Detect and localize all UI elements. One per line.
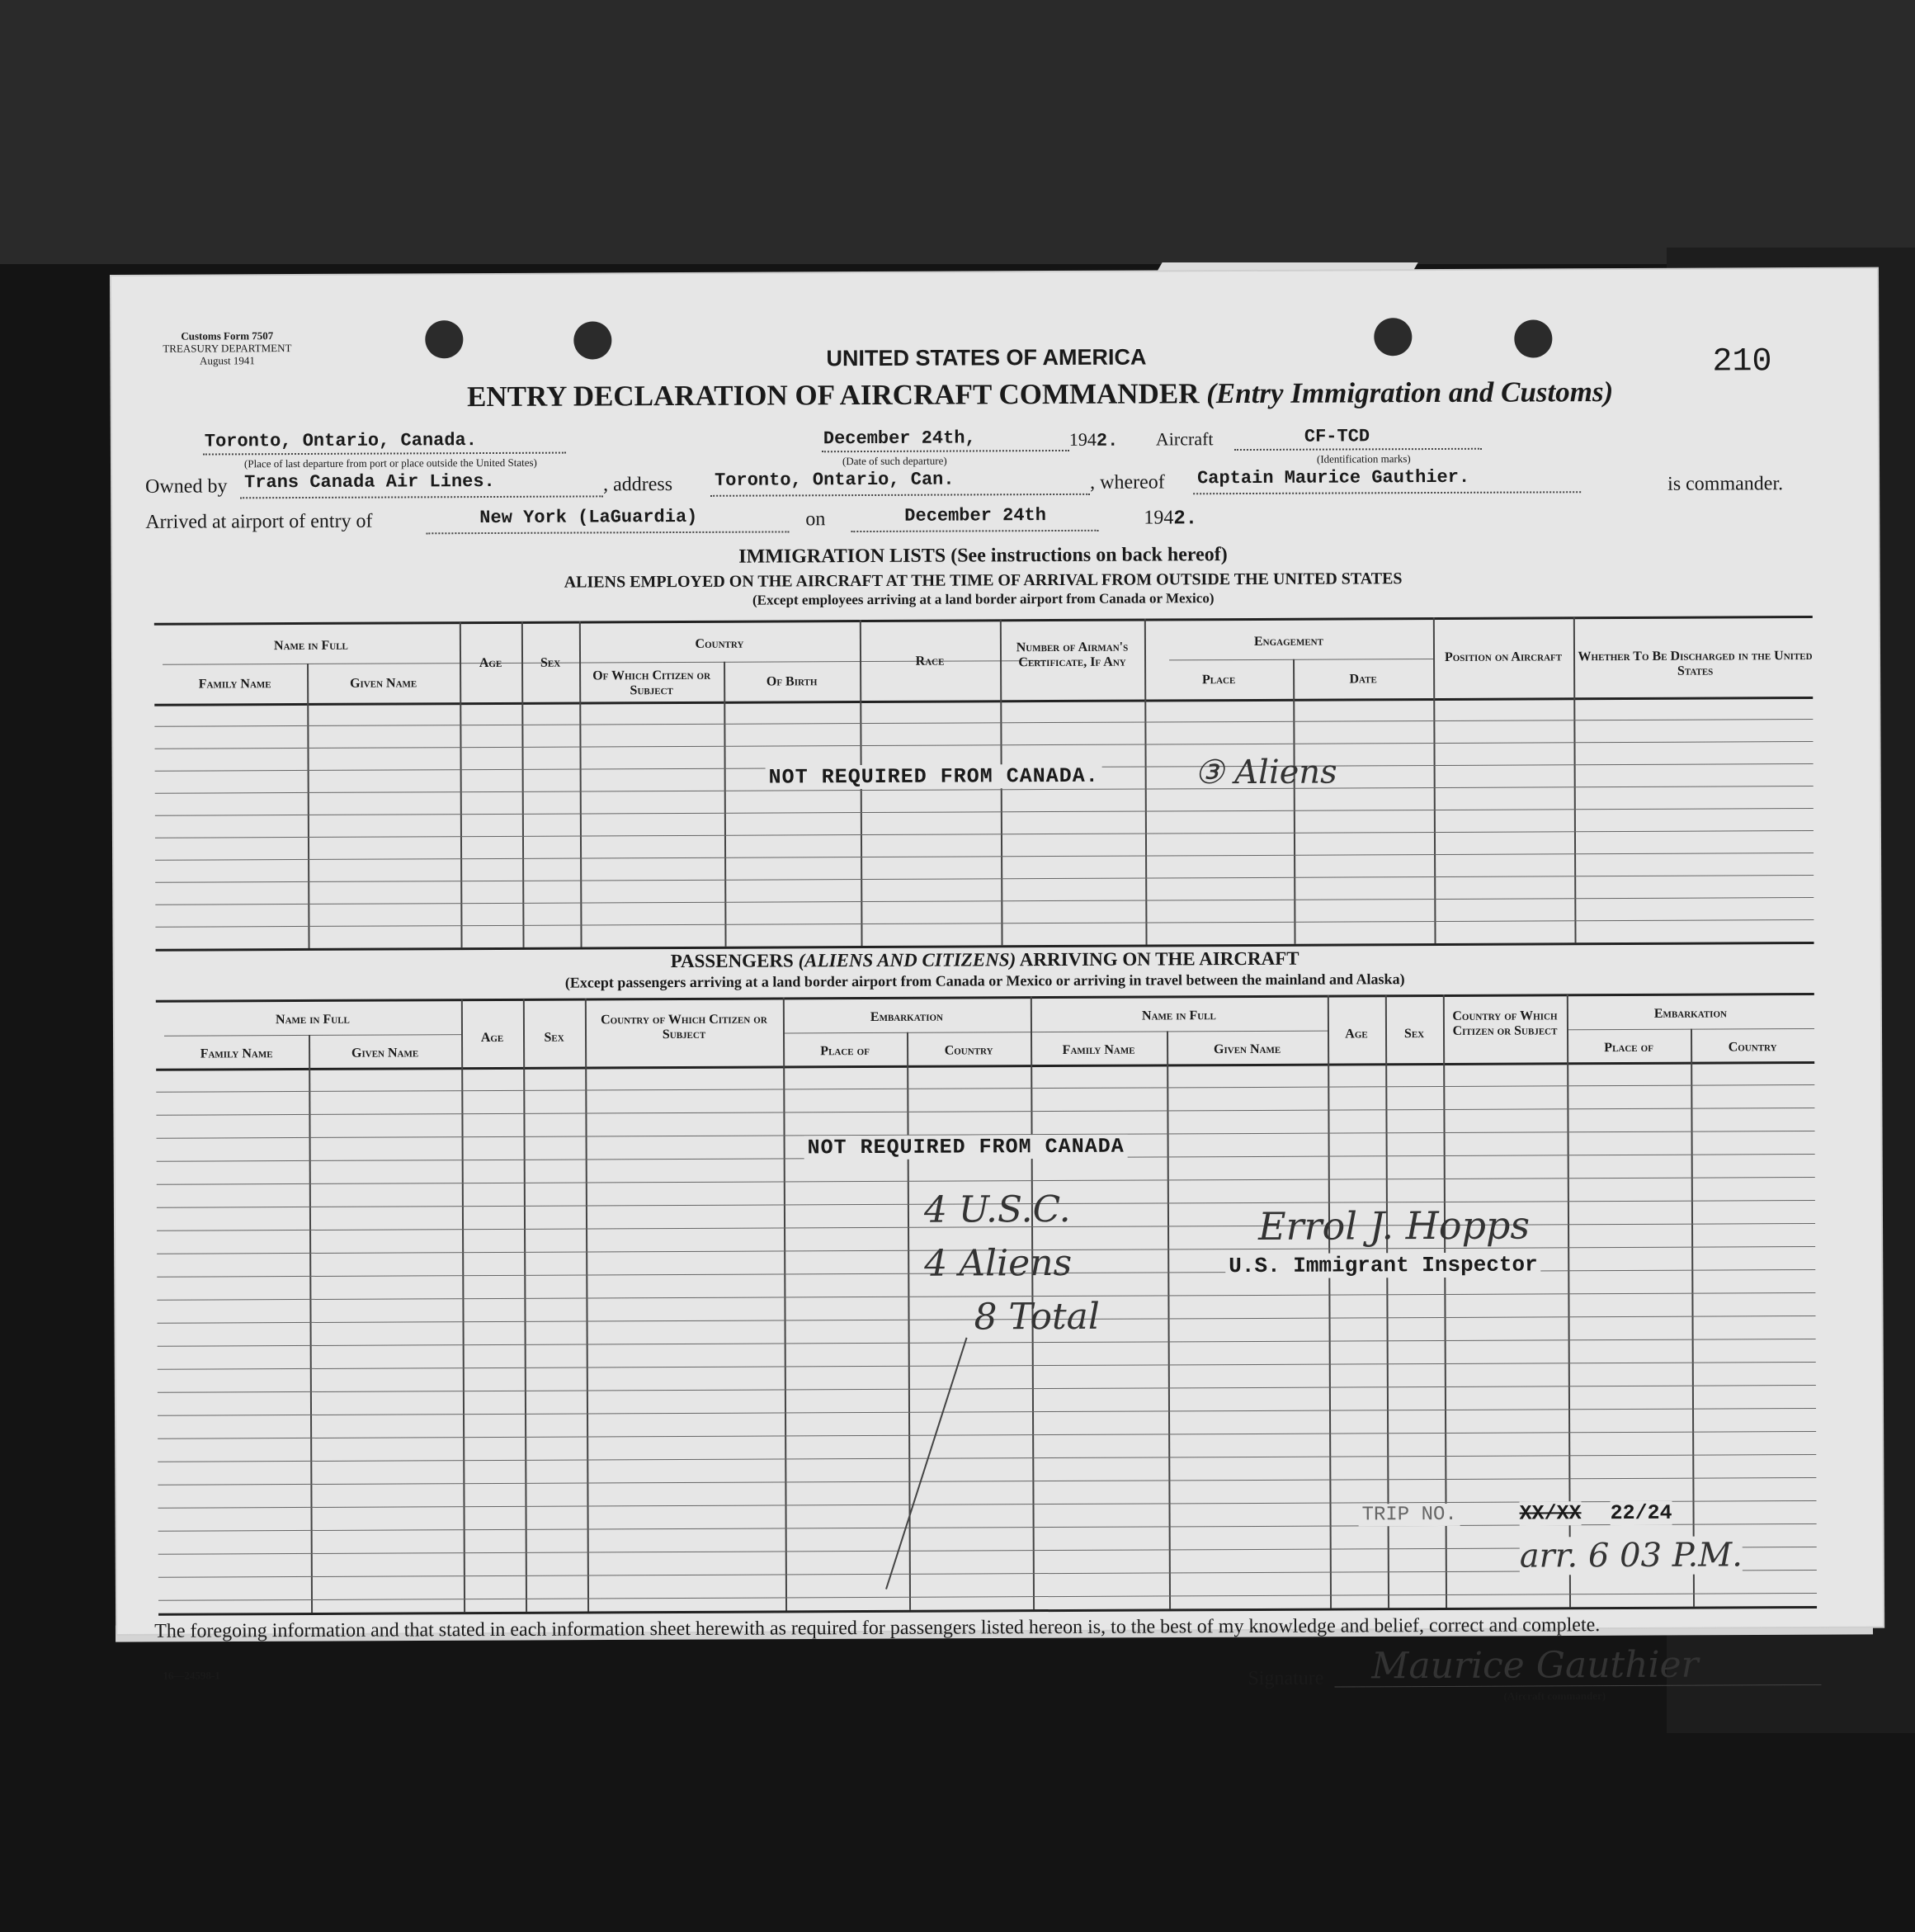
inspector-signature: Errol J. Hopps xyxy=(1257,1202,1531,1249)
signature-caption: (Aircraft commander) xyxy=(1503,1689,1606,1703)
owned-by-label: Owned by xyxy=(145,475,228,498)
pcol-country: Country xyxy=(944,1043,993,1058)
commander-signature: Maurice Gauthier xyxy=(1371,1643,1699,1688)
col-engagement: Engagement xyxy=(1253,634,1323,649)
col-discharged: Whether To Be Discharged in the United States xyxy=(1578,649,1813,678)
punch-hole xyxy=(573,321,611,359)
col-given-name: Given Name xyxy=(350,676,417,691)
col-engagement-place: Place xyxy=(1201,673,1236,687)
owner-name: Trans Canada Air Lines. xyxy=(244,470,495,494)
punch-hole xyxy=(425,320,463,358)
pcol-sex: Sex xyxy=(544,1030,564,1045)
arrival-time: arr. 6 03 P.M. xyxy=(1519,1536,1743,1575)
pcol-place-of: Place of xyxy=(820,1043,870,1059)
col-race: Race xyxy=(915,654,945,668)
certification-statement: The foregoing information and that stated in each information sheet herewith as required for passengers listed hereon is, to the best of my knowledge and belief, correct and complete. xyxy=(154,1614,1601,1642)
col-sex: Sex xyxy=(540,655,561,670)
col-position: Position on Aircraft xyxy=(1444,650,1563,664)
form-number: Customs Form 7507 xyxy=(181,329,274,342)
pcol-age: Age xyxy=(480,1030,504,1046)
form-identifier xyxy=(144,329,309,367)
signature-label: Signature xyxy=(1248,1667,1324,1690)
page-number: 210 xyxy=(1712,343,1772,381)
aliens-subheading: (Except employees arriving at a land border airport from Canada or Mexico) xyxy=(752,590,1215,608)
whereof-label: , whereof xyxy=(1090,471,1165,494)
department: TREASURY DEPARTMENT xyxy=(163,342,292,355)
pcol-sex-2: Sex xyxy=(1403,1027,1425,1042)
arrival-date: December 24th xyxy=(904,505,1046,527)
pcol-country-2: Country xyxy=(1728,1040,1777,1055)
arrival-airport: New York (LaGuardia) xyxy=(479,506,698,529)
departure-date-caption: (Date of such departure) xyxy=(842,454,947,468)
col-engagement-date: Date xyxy=(1349,672,1377,687)
inspector-title: U.S. Immigrant Inspector xyxy=(1225,1252,1541,1278)
col-of-birth: Of Birth xyxy=(766,674,818,689)
on-label: on xyxy=(805,508,826,531)
departure-date: December 24th, xyxy=(823,427,976,450)
aliens-handwritten-count: ③ Aliens xyxy=(1194,753,1337,792)
trip-struck: XX/XX xyxy=(1519,1501,1582,1526)
trip-label: TRIP NO. xyxy=(1359,1504,1460,1527)
scan-background-top xyxy=(0,0,1915,264)
pcol-country-citizen: Country of Which Citizen or Subject xyxy=(601,1012,767,1042)
handwritten-aliens-count: 4 Aliens xyxy=(924,1241,1073,1285)
pcol-embarkation-2: Embarkation xyxy=(1653,1006,1727,1021)
col-family-name: Family Name xyxy=(198,677,271,692)
aircraft-marks: CF-TCD xyxy=(1304,426,1370,447)
passenger-rows xyxy=(111,269,1877,276)
table-row-rule xyxy=(158,1454,1816,1462)
aircraft-marks-caption: (Identification marks) xyxy=(1316,452,1411,465)
immigration-heading: IMMIGRATION LISTS (See instructions on back hereof) xyxy=(738,544,1228,568)
pcol-given-name-2: Given Name xyxy=(1213,1042,1281,1057)
handwritten-usc-count: 4 U.S.C. xyxy=(923,1188,1071,1231)
pcol-country-citizen-2: Country of Which Citizen or Subject xyxy=(1452,1009,1558,1038)
pcol-given-name: Given Name xyxy=(351,1046,419,1060)
table-row-rule xyxy=(156,1084,1814,1093)
departure-place-caption: (Place of last departure from port or place outside the United States) xyxy=(243,456,537,470)
arrived-label: Arrived at airport of entry of xyxy=(145,510,373,533)
address-label: , address xyxy=(603,474,673,496)
pcol-family-name-2: Family Name xyxy=(1062,1042,1135,1057)
col-country: Country xyxy=(695,636,744,651)
table-row-rule xyxy=(156,1108,1814,1116)
arrival-year: 1942. xyxy=(1144,507,1198,531)
pcol-name-in-full-2: Name in Full xyxy=(1141,1009,1216,1023)
pcol-age-2: Age xyxy=(1345,1027,1368,1042)
owner-address: Toronto, Ontario, Can. xyxy=(715,469,955,491)
is-commander-label: is commander. xyxy=(1667,473,1784,495)
print-code: 16—24598-1 xyxy=(163,1669,220,1682)
handwritten-total: 8 Total xyxy=(974,1295,1101,1339)
passengers-not-required-stamp: NOT REQUIRED FROM CANADA xyxy=(804,1135,1128,1160)
col-of-which-citizen: Of Which Citizen or Subject xyxy=(592,668,711,698)
form-title-paren: (Entry Immigration and Customs) xyxy=(1206,376,1614,410)
pcol-embarkation: Embarkation xyxy=(870,1009,944,1024)
passengers-heading: PASSENGERS (ALIENS AND CITIZENS) ARRIVING ON THE AIRCRAFT xyxy=(670,947,1299,972)
passengers-subheading: (Except passengers arriving at a land border airport from Canada or Mexico or arriving in travel between the mainland and Alaska) xyxy=(564,971,1405,991)
departure-year: 1942. xyxy=(1068,428,1119,451)
form-edition: August 1941 xyxy=(200,354,255,367)
pcol-place-of-2: Place of xyxy=(1604,1040,1653,1056)
form-title xyxy=(269,375,1812,414)
country-title: UNITED STATES OF AMERICA xyxy=(826,344,1147,371)
table-row-rule xyxy=(158,1477,1816,1486)
col-name-in-full: Name in Full xyxy=(273,638,348,654)
col-age: Age xyxy=(479,655,502,671)
table-row-rule xyxy=(157,1177,1815,1185)
punch-hole xyxy=(1374,318,1412,356)
commander-name: Captain Maurice Gauthier. xyxy=(1197,466,1470,489)
aliens-not-required-stamp: NOT REQUIRED FROM CANADA. xyxy=(766,764,1102,790)
pcol-name-in-full: Name in Full xyxy=(275,1012,350,1027)
aircraft-label: Aircraft xyxy=(1155,428,1214,450)
trip-number: 22/24 xyxy=(1610,1500,1672,1526)
pcol-family-name: Family Name xyxy=(200,1046,273,1061)
departure-place: Toronto, Ontario, Canada. xyxy=(204,430,477,452)
handwritten-stroke xyxy=(885,1337,1015,1604)
punch-hole xyxy=(1514,319,1552,357)
aliens-heading: ALIENS EMPLOYED ON THE AIRCRAFT AT THE TIME OF ARRIVAL FROM OUTSIDE THE UNITED STATES xyxy=(564,569,1403,592)
table-row-rule xyxy=(158,1593,1817,1601)
col-airman-cert: Number of Airman's Certificate, If Any xyxy=(1016,640,1129,670)
form-sheet xyxy=(111,269,1883,1703)
form-title-main: ENTRY DECLARATION OF AIRCRAFT COMMANDER xyxy=(466,377,1200,413)
